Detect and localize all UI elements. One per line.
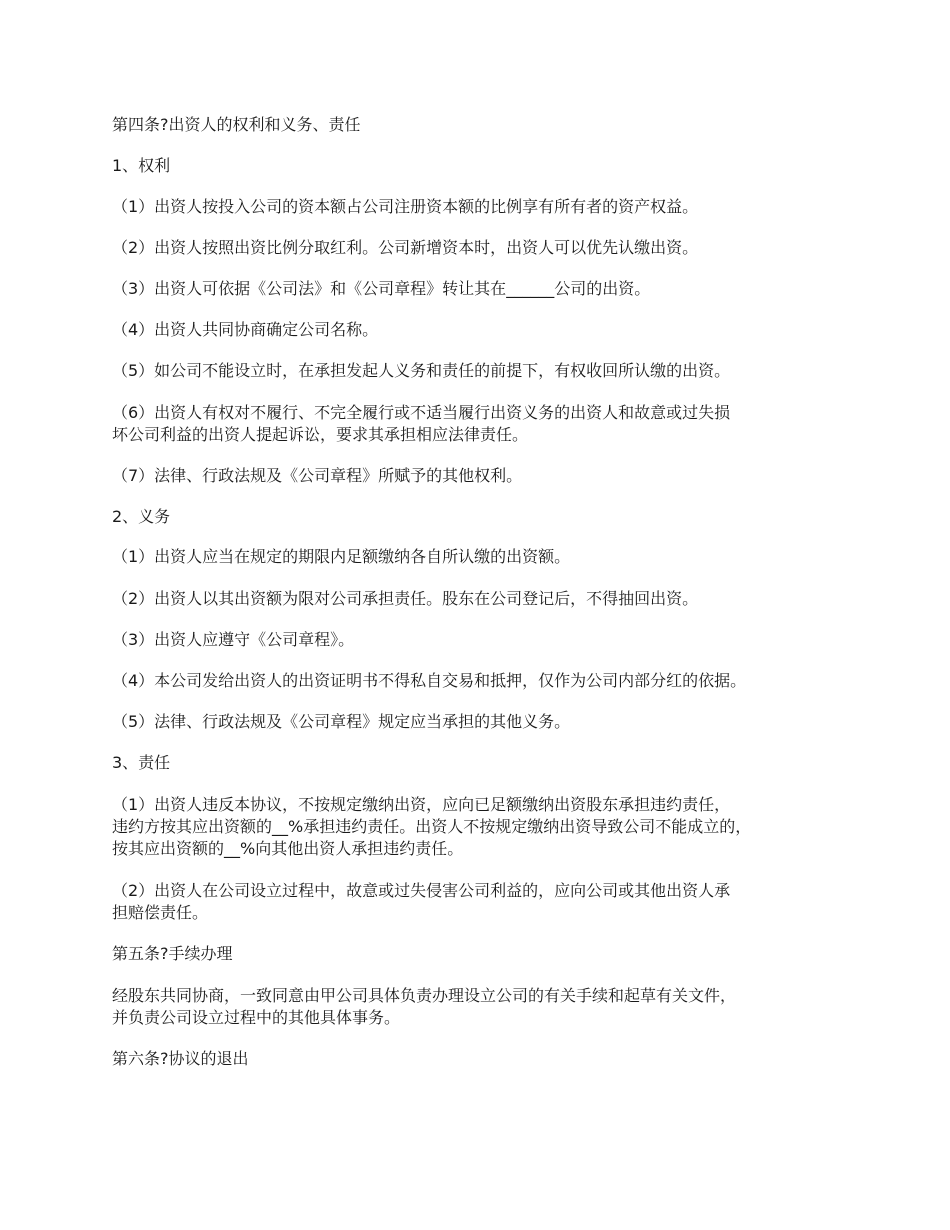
article-4-heading: 第四条?出资人的权利和义务、责任 <box>112 115 361 134</box>
liability-text: %向其他出资人承担违约责任。 <box>240 839 464 858</box>
rights-item-7: （7）法律、行政法规及《公司章程》所赋予的其他权利。 <box>112 466 523 485</box>
duties-item-5: （5）法律、行政法规及《公司章程》规定应当承担的其他义务。 <box>112 712 571 731</box>
rights-item-3 <box>112 278 842 300</box>
duties-item-1: （1）出资人应当在规定的期限内足额缴纳各自所认缴的出资额。 <box>112 547 571 566</box>
liability-item-1-line-1: （1）出资人违反本协议，不按规定缴纳出资，应向已足额缴纳出资股东承担违约责任， <box>112 795 731 814</box>
duties-item-2: （2）出资人以其出资额为限对公司承担责任。股东在公司登记后，不得抽回出资。 <box>112 589 699 608</box>
duties-heading: 2、义务 <box>112 507 171 526</box>
rights-item-5: （5）如公司不能设立时，在承担发起人义务和责任的前提下，有权收回所认缴的出资。 <box>112 361 731 380</box>
article-5-line-2: 并负责公司设立过程中的其他具体事务。 <box>112 1008 401 1027</box>
liability-text: 按其应出资额的 <box>112 839 225 858</box>
liability-item-1-line-3 <box>112 838 842 860</box>
article-6-heading: 第六条?协议的退出 <box>112 1049 249 1068</box>
rights-item-3-text-before: （3）出资人可依据《公司法》和《公司章程》转让其在 <box>112 279 507 298</box>
rights-heading: 1、权利 <box>112 156 171 175</box>
fill-in-blank-percent-1: __ <box>272 817 289 836</box>
fill-in-blank-company: ______ <box>506 279 555 298</box>
liability-heading: 3、责任 <box>112 753 171 772</box>
liability-item-2-line-2: 担赔偿责任。 <box>112 903 209 922</box>
rights-item-3-text-after: 公司的出资。 <box>554 279 651 298</box>
article-5-line-1: 经股东共同协商，一致同意由甲公司具体负责办理设立公司的有关手续和起草有关文件， <box>112 986 737 1005</box>
duties-item-3: （3）出资人应遵守《公司章程》。 <box>112 630 355 649</box>
rights-item-6-line-1: （6）出资人有权对不履行、不完全履行或不适当履行出资义务的出资人和故意或过失损 <box>112 403 731 422</box>
fill-in-blank-percent-2: __ <box>224 839 241 858</box>
liability-text: 违约方按其应出资额的 <box>112 817 273 836</box>
liability-item-1-line-2 <box>112 816 842 838</box>
rights-item-2: （2）出资人按照出资比例分取红利。公司新增资本时，出资人可以优先认缴出资。 <box>112 238 699 257</box>
rights-item-4: （4）出资人共同协商确定公司名称。 <box>112 320 379 339</box>
rights-item-1: （1）出资人按投入公司的资本额占公司注册资本额的比例享有所有者的资产权益。 <box>112 197 699 216</box>
liability-text: %承担违约责任。出资人不按规定缴纳出资导致公司不能成立的， <box>288 817 752 836</box>
liability-item-2-line-1: （2）出资人在公司设立过程中，故意或过失侵害公司利益的，应向公司或其他出资人承 <box>112 881 731 900</box>
article-5-heading: 第五条?手续办理 <box>112 944 233 963</box>
rights-item-6-line-2: 坏公司利益的出资人提起诉讼，要求其承担相应法律责任。 <box>112 425 529 444</box>
duties-item-4: （4）本公司发给出资人的出资证明书不得私自交易和抵押，仅作为公司内部分红的依据。 <box>112 671 747 690</box>
